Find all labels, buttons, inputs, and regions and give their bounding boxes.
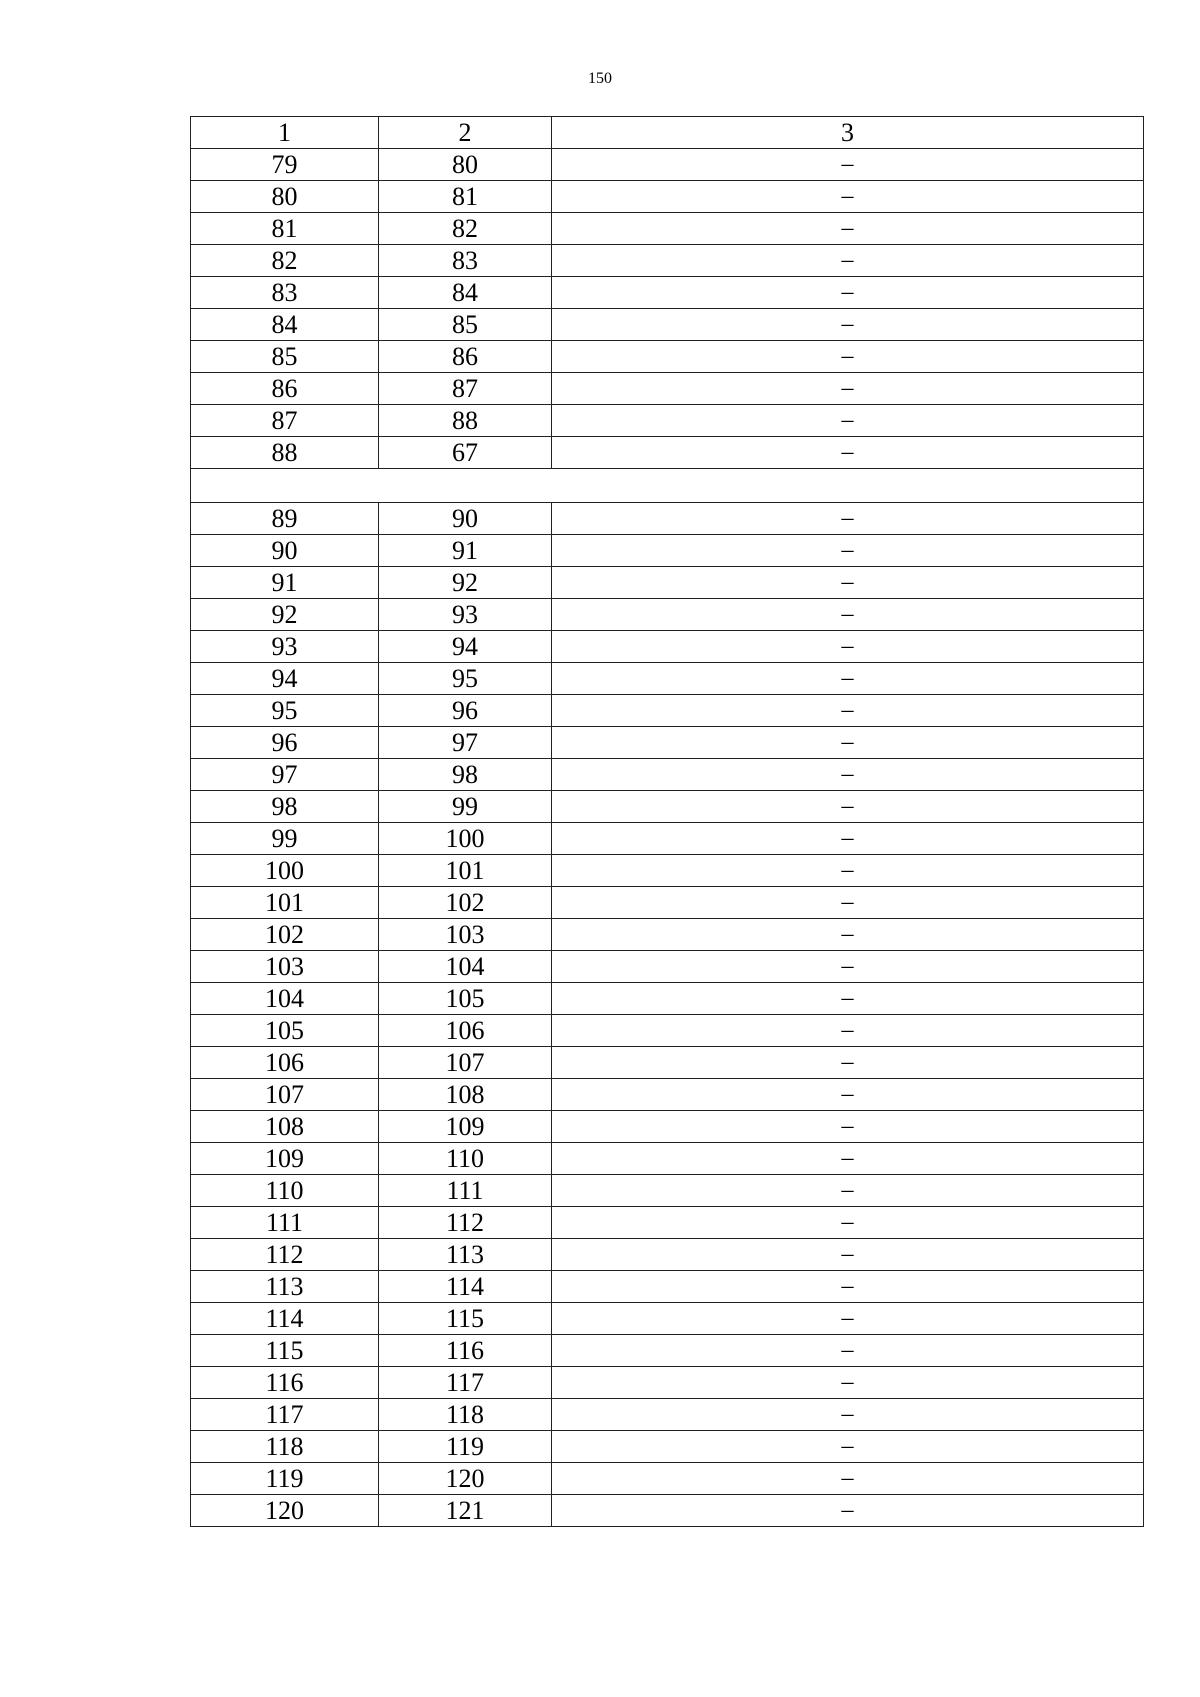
- table-group-a: [191, 149, 1144, 469]
- table-cell-col1: 117: [191, 1399, 379, 1431]
- table-row: [191, 823, 1144, 855]
- table-cell-col2: 98: [379, 759, 552, 791]
- table-row: [191, 1303, 1144, 1335]
- table-cell-col3: –: [552, 1239, 1144, 1271]
- table-row: [191, 791, 1144, 823]
- table-cell-col3: –: [552, 1303, 1144, 1335]
- table-cell-col3: –: [552, 437, 1144, 469]
- table-cell-col3: –: [552, 919, 1144, 951]
- table-cell-col1: 82: [191, 245, 379, 277]
- table-row: [191, 887, 1144, 919]
- table-row: [191, 181, 1144, 213]
- table-cell-col1: 80: [191, 181, 379, 213]
- table-cell-col2: 91: [379, 535, 552, 567]
- table-cell-col2: 105: [379, 983, 552, 1015]
- table-row: [191, 599, 1144, 631]
- table-cell-col1: 100: [191, 855, 379, 887]
- table-cell-col1: 85: [191, 341, 379, 373]
- table-cell-col1: 115: [191, 1335, 379, 1367]
- table-row: [191, 1015, 1144, 1047]
- table-cell-col1: 99: [191, 823, 379, 855]
- table-row: [191, 567, 1144, 599]
- table-row: [191, 855, 1144, 887]
- table-cell-col3: –: [552, 373, 1144, 405]
- table-group-b: [191, 503, 1144, 1527]
- table-cell-col2: 104: [379, 951, 552, 983]
- table-cell-col3: –: [552, 1079, 1144, 1111]
- table-cell-col1: 95: [191, 695, 379, 727]
- table-row: [191, 663, 1144, 695]
- table-row: [191, 951, 1144, 983]
- table-row: [191, 727, 1144, 759]
- table-row: [191, 1367, 1144, 1399]
- table-cell-col3: –: [552, 1399, 1144, 1431]
- table-cell-col3: –: [552, 1143, 1144, 1175]
- table-cell-col3: –: [552, 855, 1144, 887]
- table-cell-col3: –: [552, 1271, 1144, 1303]
- table-row: [191, 1431, 1144, 1463]
- table-cell-col3: –: [552, 791, 1144, 823]
- table-cell-col2: 117: [379, 1367, 552, 1399]
- table-cell-col3: –: [552, 341, 1144, 373]
- table-cell-col1: 110: [191, 1175, 379, 1207]
- table-cell-col3: –: [552, 405, 1144, 437]
- table-cell-col3: –: [552, 309, 1144, 341]
- table-cell-col1: 103: [191, 951, 379, 983]
- table-cell-col2: 112: [379, 1207, 552, 1239]
- table-cell-col3: –: [552, 149, 1144, 181]
- table-cell-col3: –: [552, 277, 1144, 309]
- table-cell-col2: 103: [379, 919, 552, 951]
- table-cell-col2: 87: [379, 373, 552, 405]
- table-cell-col1: 97: [191, 759, 379, 791]
- table-cell-col2: 99: [379, 791, 552, 823]
- table-cell-col1: 104: [191, 983, 379, 1015]
- table-row: [191, 1207, 1144, 1239]
- table-row: [191, 1463, 1144, 1495]
- table-row: [191, 983, 1144, 1015]
- table-cell-col3: –: [552, 695, 1144, 727]
- table-cell-col3: –: [552, 631, 1144, 663]
- table-cell-col2: 95: [379, 663, 552, 695]
- table-cell-col3: –: [552, 951, 1144, 983]
- table-cell-col1: 114: [191, 1303, 379, 1335]
- table-cell-col2: 96: [379, 695, 552, 727]
- separator-row: [191, 469, 1144, 503]
- table-cell-col3: –: [552, 567, 1144, 599]
- table-row: [191, 373, 1144, 405]
- table-cell-col1: 98: [191, 791, 379, 823]
- table-cell-col2: 67: [379, 437, 552, 469]
- table-cell-col3: –: [552, 1047, 1144, 1079]
- table-cell-col1: 88: [191, 437, 379, 469]
- table-row: [191, 437, 1144, 469]
- table-cell-col1: 83: [191, 277, 379, 309]
- table-cell-col2: 111: [379, 1175, 552, 1207]
- table-row: [191, 695, 1144, 727]
- table-cell-col2: 119: [379, 1431, 552, 1463]
- table-cell-col1: 113: [191, 1271, 379, 1303]
- table-row: [191, 213, 1144, 245]
- table-separator: [191, 469, 1144, 503]
- table-cell-col1: 79: [191, 149, 379, 181]
- header-cell-2: 2: [379, 117, 552, 149]
- table-cell-col3: –: [552, 1431, 1144, 1463]
- table-cell-col2: 113: [379, 1239, 552, 1271]
- table-cell-col2: 108: [379, 1079, 552, 1111]
- table-row: [191, 759, 1144, 791]
- table-cell-col1: 105: [191, 1015, 379, 1047]
- table-cell-col2: 110: [379, 1143, 552, 1175]
- table-row: [191, 1143, 1144, 1175]
- table-row: [191, 1175, 1144, 1207]
- table-header-row: [191, 117, 1144, 149]
- table-cell-col2: 116: [379, 1335, 552, 1367]
- table-cell-col1: 81: [191, 213, 379, 245]
- table-cell-col2: 86: [379, 341, 552, 373]
- table-row: [191, 1111, 1144, 1143]
- table-cell-col3: –: [552, 599, 1144, 631]
- table-cell-col2: 97: [379, 727, 552, 759]
- table-cell-col2: 81: [379, 181, 552, 213]
- table-row: [191, 309, 1144, 341]
- connection-table: [190, 116, 1144, 1527]
- table-cell-col2: 120: [379, 1463, 552, 1495]
- table-cell-col1: 120: [191, 1495, 379, 1527]
- table-row: [191, 1271, 1144, 1303]
- table-cell-col2: 83: [379, 245, 552, 277]
- table-cell-col1: 116: [191, 1367, 379, 1399]
- table-cell-col2: 80: [379, 149, 552, 181]
- table-cell-col1: 108: [191, 1111, 379, 1143]
- table-cell-col2: 93: [379, 599, 552, 631]
- table-cell-col1: 96: [191, 727, 379, 759]
- table-cell-col1: 84: [191, 309, 379, 341]
- table-cell-col1: 94: [191, 663, 379, 695]
- table-cell-col1: 89: [191, 503, 379, 535]
- table-cell-col1: 109: [191, 1143, 379, 1175]
- table-cell-col1: 101: [191, 887, 379, 919]
- table-cell-col3: –: [552, 213, 1144, 245]
- table-cell-col3: –: [552, 1175, 1144, 1207]
- table-cell-col1: 102: [191, 919, 379, 951]
- table-cell-col2: 102: [379, 887, 552, 919]
- table-row: [191, 1399, 1144, 1431]
- table-cell-col2: 107: [379, 1047, 552, 1079]
- table-cell-col2: 118: [379, 1399, 552, 1431]
- table-cell-col1: 112: [191, 1239, 379, 1271]
- table-row: [191, 1079, 1144, 1111]
- table-cell-col2: 84: [379, 277, 552, 309]
- table-cell-col2: 100: [379, 823, 552, 855]
- header-cell-1: 1: [191, 117, 379, 149]
- table-row: [191, 919, 1144, 951]
- table-cell-col2: 109: [379, 1111, 552, 1143]
- table-row: [191, 277, 1144, 309]
- table-row: [191, 245, 1144, 277]
- table-cell-col3: –: [552, 983, 1144, 1015]
- table-row: [191, 503, 1144, 535]
- table-cell-col2: 90: [379, 503, 552, 535]
- separator-cell: [191, 469, 1144, 503]
- table-cell-col3: –: [552, 887, 1144, 919]
- table-cell-col3: –: [552, 1495, 1144, 1527]
- table-row: [191, 1495, 1144, 1527]
- table-row: [191, 535, 1144, 567]
- table-cell-col3: –: [552, 1207, 1144, 1239]
- table-cell-col2: 85: [379, 309, 552, 341]
- table-cell-col3: –: [552, 1111, 1144, 1143]
- table-cell-col1: 86: [191, 373, 379, 405]
- table-row: [191, 1047, 1144, 1079]
- table-cell-col3: –: [552, 1367, 1144, 1399]
- table-cell-col2: 115: [379, 1303, 552, 1335]
- table-cell-col3: –: [552, 1015, 1144, 1047]
- table-cell-col3: –: [552, 245, 1144, 277]
- table-cell-col2: 121: [379, 1495, 552, 1527]
- header-cell-3: 3: [552, 117, 1144, 149]
- table-cell-col3: –: [552, 1463, 1144, 1495]
- table-row: [191, 631, 1144, 663]
- table-row: [191, 1335, 1144, 1367]
- table-cell-col1: 107: [191, 1079, 379, 1111]
- table-cell-col3: –: [552, 503, 1144, 535]
- table-cell-col3: –: [552, 535, 1144, 567]
- table-row: [191, 149, 1144, 181]
- table-cell-col2: 88: [379, 405, 552, 437]
- table-cell-col1: 111: [191, 1207, 379, 1239]
- table-cell-col2: 94: [379, 631, 552, 663]
- table-cell-col1: 90: [191, 535, 379, 567]
- table-cell-col1: 106: [191, 1047, 379, 1079]
- table-cell-col1: 119: [191, 1463, 379, 1495]
- table-row: [191, 1239, 1144, 1271]
- table-cell-col1: 92: [191, 599, 379, 631]
- table-cell-col2: 106: [379, 1015, 552, 1047]
- table-cell-col3: –: [552, 823, 1144, 855]
- table-cell-col3: –: [552, 663, 1144, 695]
- table-cell-col2: 82: [379, 213, 552, 245]
- table-cell-col2: 92: [379, 567, 552, 599]
- page-number: 150: [588, 70, 612, 87]
- table-cell-col1: 91: [191, 567, 379, 599]
- table-cell-col1: 87: [191, 405, 379, 437]
- table-cell-col3: –: [552, 727, 1144, 759]
- table-row: [191, 405, 1144, 437]
- table-cell-col2: 101: [379, 855, 552, 887]
- table-cell-col1: 93: [191, 631, 379, 663]
- table-cell-col3: –: [552, 1335, 1144, 1367]
- table-cell-col2: 114: [379, 1271, 552, 1303]
- table-cell-col3: –: [552, 759, 1144, 791]
- table-cell-col3: –: [552, 181, 1144, 213]
- table-cell-col1: 118: [191, 1431, 379, 1463]
- table-row: [191, 341, 1144, 373]
